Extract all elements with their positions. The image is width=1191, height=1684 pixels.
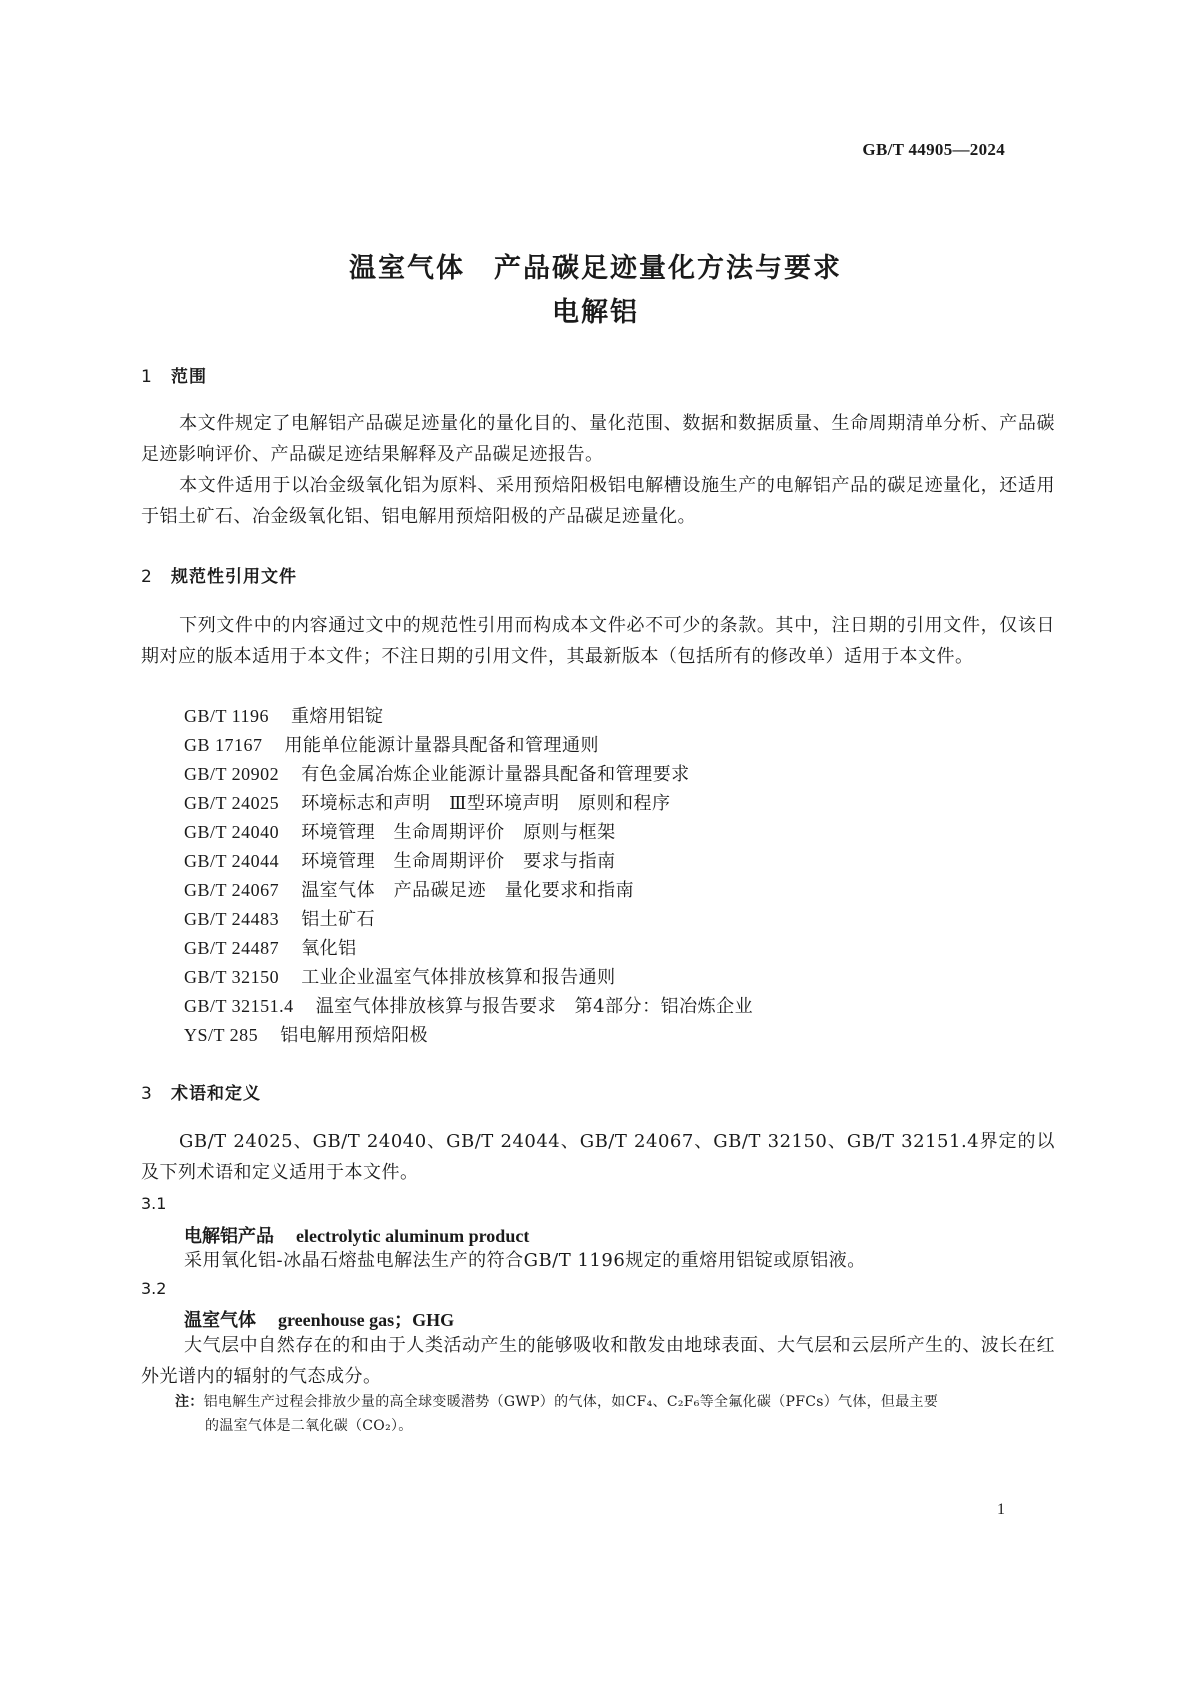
reference-code: GB/T 32150	[184, 967, 280, 987]
reference-code: GB/T 32151.4	[184, 996, 294, 1016]
section-heading-scope	[141, 362, 207, 387]
term-number: 3.2	[141, 1279, 167, 1298]
reference-item	[184, 760, 690, 786]
reference-item	[184, 847, 616, 873]
section-title: 范围	[171, 367, 207, 387]
reference-title: 用能单位能源计量器具配备和管理通则	[284, 735, 600, 756]
section-number: 2	[141, 567, 153, 587]
paragraph-text: GB/T 24025、GB/T 24040、GB/T 24044、GB/T 24067、GB/T 32150、GB/T 32151.4界定的以及下列术语和定义适用于本文件。	[141, 1131, 1055, 1183]
terms-intro-paragraph	[141, 1126, 1055, 1188]
reference-code: YS/T 285	[184, 1025, 259, 1045]
reference-title: 氧化铝	[301, 938, 357, 959]
section-title: 规范性引用文件	[171, 567, 297, 587]
reference-item	[184, 1021, 428, 1047]
reference-title: 环境管理 生命周期评价 要求与指南	[301, 851, 616, 872]
paragraph-text: 本文件适用于以冶金级氧化铝为原料、采用预焙阳极铝电解槽设施生产的电解铝产品的碳足迹量化，还适用于铝土矿石、冶金级氧化铝、铝电解用预焙阳极的产品碳足迹量化。	[141, 475, 1055, 527]
standard-code: GB/T 44905—2024	[862, 140, 1005, 159]
reference-title: 温室气体排放核算与报告要求 第4部分：铝冶炼企业	[315, 996, 754, 1017]
reference-code: GB/T 1196	[184, 706, 270, 726]
reference-item	[184, 789, 671, 815]
section-number: 1	[141, 367, 153, 387]
reference-code: GB/T 24067	[184, 880, 280, 900]
reference-title: 重熔用铝锭	[291, 706, 384, 727]
reference-code: GB/T 24483	[184, 909, 280, 929]
reference-item	[184, 934, 357, 960]
reference-title: 工业企业温室气体排放核算和报告通则	[301, 967, 616, 988]
term-entry	[184, 1306, 454, 1332]
reference-item	[184, 818, 616, 844]
scope-paragraph-2	[141, 470, 1055, 532]
reference-item	[184, 702, 384, 728]
reference-title: 铝电解用预焙阳极	[280, 1025, 429, 1046]
scope-paragraph-1	[141, 408, 1055, 470]
paragraph-text: 本文件规定了电解铝产品碳足迹量化的量化目的、量化范围、数据和数据质量、生命周期清单分析、产品碳足迹影响评价、产品碳足迹结果解释及产品碳足迹报告。	[141, 413, 1055, 465]
reference-item	[184, 992, 753, 1018]
reference-code: GB/T 24487	[184, 938, 280, 958]
reference-code: GB/T 24040	[184, 822, 280, 842]
page-number: 1	[997, 1501, 1005, 1518]
section-title: 术语和定义	[171, 1084, 261, 1104]
term-chinese: 电解铝产品	[184, 1226, 274, 1247]
section-heading-terms-definitions	[141, 1079, 261, 1104]
term-note	[175, 1390, 1055, 1438]
reference-code: GB 17167	[184, 735, 263, 755]
reference-code: GB/T 24025	[184, 793, 280, 813]
reference-item	[184, 963, 616, 989]
reference-title: 环境标志和声明 Ⅲ型环境声明 原则和程序	[301, 793, 671, 814]
references-intro-paragraph	[141, 610, 1055, 672]
note-label: 注：	[175, 1394, 204, 1410]
section-heading-normative-references	[141, 562, 297, 587]
reference-title: 温室气体 产品碳足迹 量化要求和指南	[301, 880, 635, 901]
term-english: electrolytic aluminum product	[296, 1226, 530, 1246]
document-subtitle: 电解铝	[552, 297, 639, 328]
document-title: 温室气体 产品碳足迹量化方法与要求	[349, 253, 842, 284]
note-text-continued: 的温室气体是二氧化碳（CO₂）。	[205, 1418, 413, 1434]
paragraph-text: 大气层中自然存在的和由于人类活动产生的能够吸收和散发由地球表面、大气层和云层所产生的、波长在红外光谱内的辐射的气态成分。	[141, 1335, 1055, 1387]
paragraph-text: 下列文件中的内容通过文中的规范性引用而构成本文件必不可少的条款。其中，注日期的引用文件，仅该日期对应的版本适用于本文件；不注日期的引用文件，其最新版本（包括所有的修改单）适用于本文件。	[141, 615, 1055, 667]
term-definition	[141, 1330, 1055, 1392]
reference-item	[184, 905, 375, 931]
term-definition: 采用氧化铝-冰晶石熔盐电解法生产的符合GB/T 1196规定的重熔用铝锭或原铝液。	[184, 1250, 866, 1271]
reference-item	[184, 876, 634, 902]
reference-item	[184, 731, 599, 757]
reference-title: 环境管理 生命周期评价 原则与框架	[301, 822, 616, 843]
note-text: 铝电解生产过程会排放少量的高全球变暖潜势（GWP）的气体，如CF₄、C₂F₆等全氟化碳（PFCs）气体，但最主要	[203, 1394, 939, 1410]
reference-title: 铝土矿石	[301, 909, 376, 930]
reference-code: GB/T 20902	[184, 764, 280, 784]
term-chinese: 温室气体	[184, 1310, 256, 1331]
term-number: 3.1	[141, 1194, 167, 1213]
reference-title: 有色金属冶炼企业能源计量器具配备和管理要求	[301, 764, 690, 785]
term-english: greenhouse gas；GHG	[278, 1310, 455, 1330]
reference-code: GB/T 24044	[184, 851, 280, 871]
section-number: 3	[141, 1084, 153, 1104]
